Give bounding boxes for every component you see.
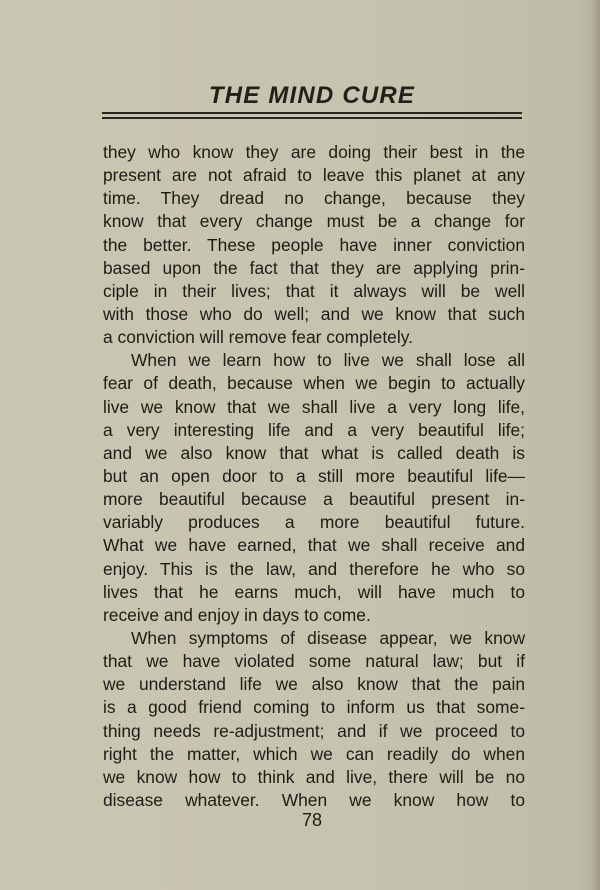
text-line: the better. These people have inner conviction bbox=[103, 234, 525, 255]
body-text bbox=[103, 141, 525, 812]
text-line: receive and enjoy in days to come. bbox=[103, 604, 371, 625]
header-rule-top bbox=[102, 112, 522, 114]
text-line: they who know they are doing their best in the bbox=[103, 142, 525, 162]
text-line: When we learn how to live we shall lose all bbox=[131, 350, 525, 371]
text-line: thing needs re-adjustment; and if we proceed to bbox=[103, 720, 525, 741]
text-line: a very interesting life and a very beautiful life; bbox=[103, 419, 525, 440]
text-line: and we also know that what is called death is bbox=[103, 442, 525, 463]
text-line: know that every change must be a change for bbox=[103, 211, 525, 232]
running-title: THE MIND CURE bbox=[208, 82, 416, 109]
text-line: ciple in their lives; that it always will be well bbox=[103, 280, 525, 301]
text-line: is a good friend coming to inform us that some- bbox=[103, 697, 525, 718]
page-edge-shadow bbox=[590, 0, 600, 890]
header-rule-bottom bbox=[102, 117, 522, 119]
text-line: present are not afraid to leave this planet at any bbox=[103, 165, 525, 186]
text-line: that we have violated some natural law; but if bbox=[103, 651, 525, 672]
text-line: we understand life we also know that the pain bbox=[103, 674, 525, 695]
text-line: When symptoms of disease appear, we know bbox=[131, 627, 525, 648]
text-line: lives that he earns much, will have much to bbox=[103, 581, 525, 602]
text-line: with those who do well; and we know that such bbox=[103, 303, 525, 324]
text-line: disease whatever. When we know how to bbox=[103, 789, 525, 810]
text-line: time. They dread no change, because they bbox=[103, 188, 525, 209]
text-line: fear of death, because when we begin to actually bbox=[103, 373, 525, 394]
text-line: live we know that we shall live a very long life, bbox=[103, 396, 525, 417]
text-line: enjoy. This is the law, and therefore he who so bbox=[103, 558, 525, 579]
text-line: we know how to think and live, there will be no bbox=[103, 766, 525, 787]
text-line: What we have earned, that we shall receive and bbox=[103, 535, 525, 556]
page-number: 78 bbox=[301, 810, 323, 830]
text-line: variably produces a more beautiful future. bbox=[103, 512, 525, 533]
text-line: but an open door to a still more beautiful life— bbox=[103, 465, 525, 486]
text-line: more beautiful because a beautiful present in- bbox=[103, 489, 525, 510]
text-line: a conviction will remove fear completely. bbox=[103, 327, 413, 348]
text-line: based upon the fact that they are applying prin- bbox=[103, 257, 525, 278]
text-line: right the matter, which we can readily do when bbox=[103, 743, 525, 764]
